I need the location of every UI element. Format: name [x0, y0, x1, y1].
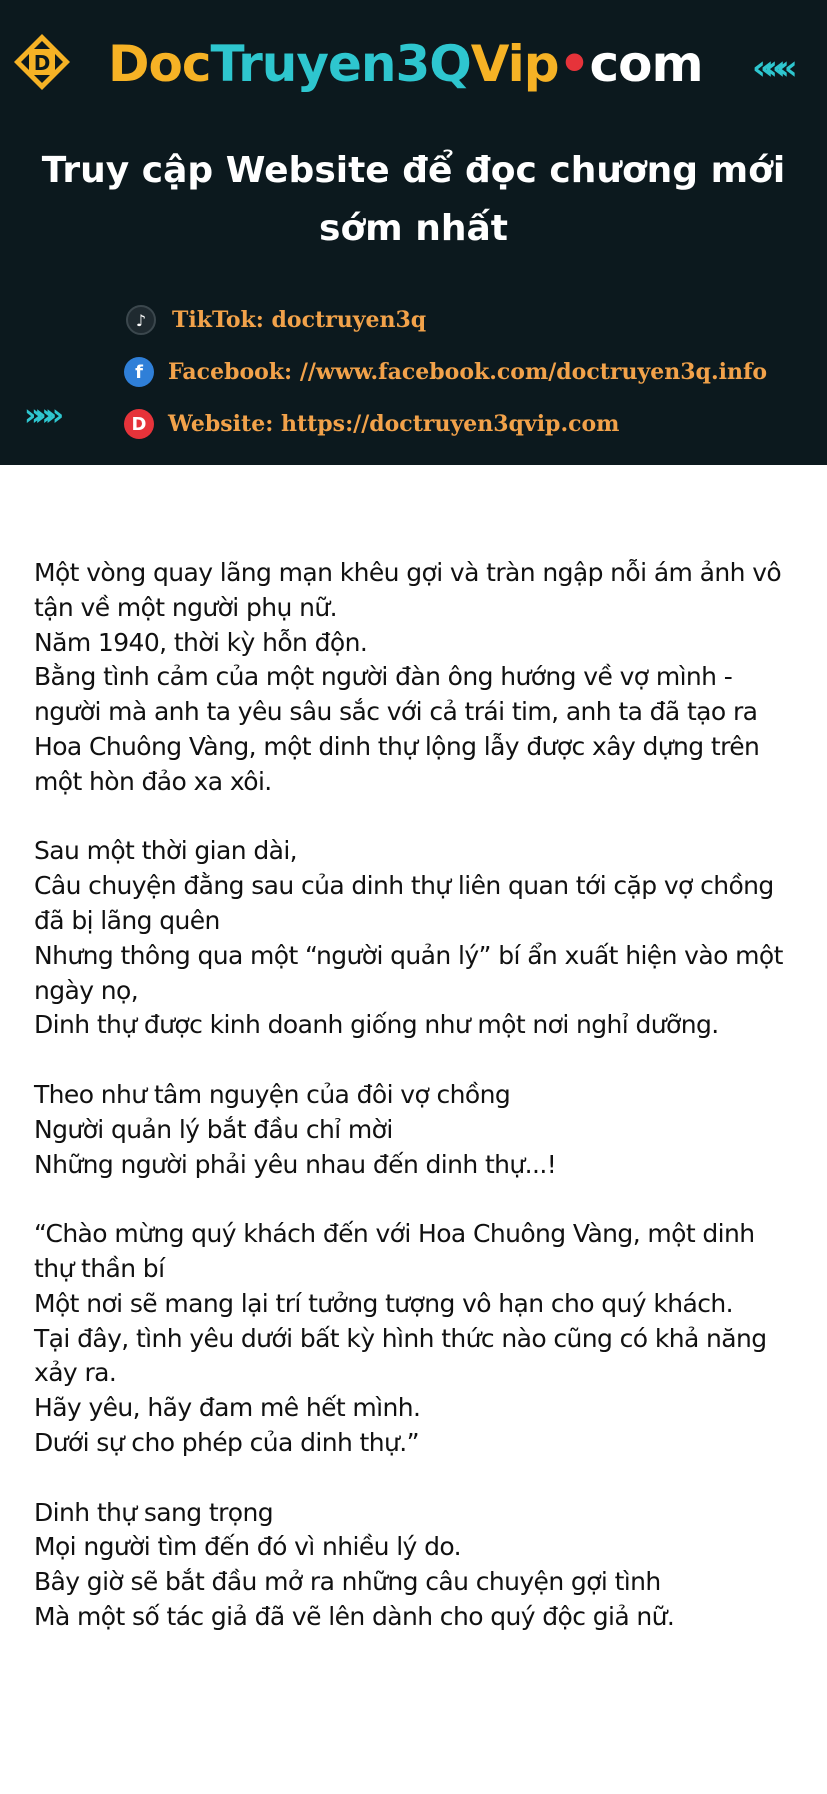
promo-banner [0, 0, 827, 465]
social-link-label: Website: https://doctruyen3qvip.com [168, 411, 620, 437]
story-line: Một vòng quay lãng mạn khêu gợi và tràn ngập nỗi ám ảnh vô [34, 558, 782, 587]
chevrons-left-icon: ««« [752, 48, 788, 88]
headline-line-2: sớm nhất [319, 208, 508, 249]
story-line: Hãy yêu, hãy đam mê hết mình. [34, 1393, 421, 1423]
story-line: Dinh thự được kinh doanh giống như một nơi nghỉ dưỡng. [34, 1010, 719, 1040]
paragraph-gap [34, 1461, 814, 1496]
banner-headline [0, 142, 827, 258]
story-line: Dưới sự cho phép của dinh thự.” [34, 1427, 419, 1457]
story-line: Bằng tình cảm của một người đàn ông hướng về vợ mình - [34, 662, 733, 692]
paragraph-gap [34, 1043, 814, 1078]
story-line: Câu chuyện đằng sau của dinh thự liên quan tới cặp vợ chồng [34, 871, 774, 901]
story-line: Nhưng thông qua một “người quản lý” bí ẩn xuất hiện vào một [34, 940, 783, 970]
story-line: Dinh thự sang trọng [34, 1497, 273, 1527]
story-line: “Chào mừng quý khách đến với Hoa Chuông Vàng, một dinh [34, 1219, 755, 1249]
logo-part-doc: Doc [108, 35, 211, 93]
story-line: xảy ra. [34, 1358, 117, 1388]
story-line: Tại đây, tình yêu dưới bất kỳ hình thức nào cũng có khả năng [34, 1323, 767, 1353]
story-line: người mà anh ta yêu sâu sắc với cả trái tim, anh ta đã tạo ra [34, 697, 758, 727]
story-line: Những người phải yêu nhau đến dinh thự...! [34, 1149, 557, 1179]
story-line: Người quản lý bắt đầu chỉ mời [34, 1114, 393, 1144]
headline-line-1: Truy cập Website để đọc chương mới [41, 150, 786, 191]
social-link-label: TikTok: doctruyen3q [172, 307, 427, 333]
story-line: Theo như tâm nguyện của đôi vợ chồng [34, 1079, 511, 1109]
tiktok-icon: ♪ [126, 305, 156, 335]
story-synopsis [34, 556, 814, 1635]
story-line: thự thần bí [34, 1253, 165, 1283]
social-link-label: Facebook: //www.facebook.com/doctruyen3q.info [168, 359, 768, 385]
social-link-website[interactable] [124, 398, 824, 450]
website-icon: D [124, 409, 154, 439]
social-link-facebook[interactable] [124, 346, 824, 398]
story-line: Một nơi sẽ mang lại trí tưởng tượng vô hạn cho quý khách. [34, 1288, 733, 1318]
paragraph-gap [34, 1182, 814, 1217]
social-links [124, 294, 824, 450]
logo-part-com: com [589, 35, 703, 93]
logo-badge-icon [12, 32, 72, 92]
logo-part-truyen: Truyen3Q [210, 35, 471, 93]
chevrons-right-icon: »»» [24, 398, 56, 433]
story-line: Mọi người tìm đến đó vì nhiều lý do. [34, 1532, 461, 1562]
story-line: tận về một người phụ nữ. [34, 592, 337, 622]
social-link-tiktok[interactable] [124, 294, 824, 346]
facebook-icon: f [124, 357, 154, 387]
logo-part-dot: • [558, 35, 590, 93]
logo-part-vip: Vip [470, 35, 559, 93]
story-line: ngày nọ, [34, 975, 139, 1005]
logo-badge-letter: D [33, 51, 51, 75]
story-line: Bây giờ sẽ bắt đầu mở ra những câu chuyện gợi tình [34, 1567, 661, 1597]
story-line: Sau một thời gian dài, [34, 836, 298, 866]
story-line: một hòn đảo xa xôi. [34, 766, 272, 796]
story-line: đã bị lãng quên [34, 905, 220, 935]
logo-wordmark [108, 28, 703, 100]
story-line: Mà một số tác giả đã vẽ lên dành cho quý độc giả nữ. [34, 1601, 675, 1631]
story-line: Hoa Chuông Vàng, một dinh thự lộng lẫy được xây dựng trên [34, 731, 760, 761]
story-line: Năm 1940, thời kỳ hỗn độn. [34, 627, 368, 657]
site-logo[interactable] [0, 22, 827, 102]
paragraph-gap [34, 800, 814, 835]
